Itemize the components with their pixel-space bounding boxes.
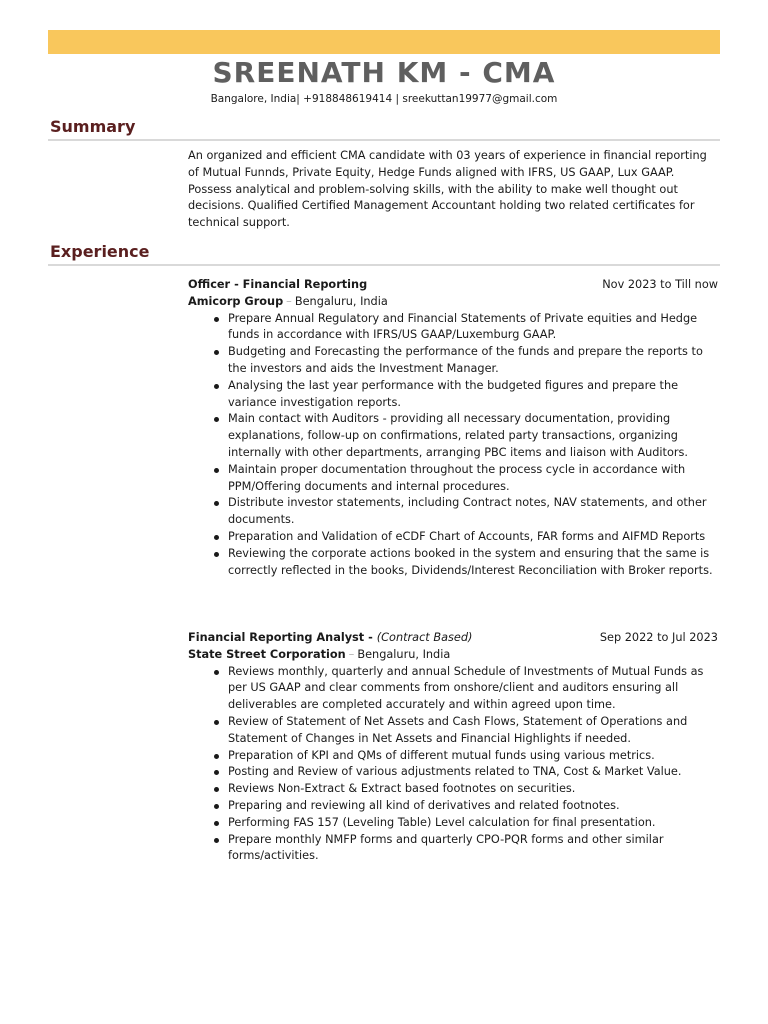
company-name: Amicorp Group (188, 294, 284, 308)
bullet-item: Review of Statement of Net Assets and Cash Flows, Statement of Operations and Statement of Changes in Net Assets and Financial Highlights if needed. (228, 714, 718, 748)
contact-line: Bangalore, India| +918848619414 | sreekuttan19977@gmail.com (210, 93, 558, 105)
separator: – (286, 294, 292, 308)
job-title: Financial Reporting Analyst - (Contract Based) (188, 631, 473, 644)
bullet-item: Prepare Annual Regulatory and Financial Statements of Private equities and Hedge funds in accordance with IFRS/US GAAP/Luxemburg GAAP. (228, 311, 718, 345)
company-name: State Street Corporation (188, 647, 346, 661)
separator: – (348, 647, 355, 661)
bullet-item: Posting and Review of various adjustments related to TNA, Cost & Market Value. (228, 764, 718, 781)
summary-divider (48, 139, 720, 141)
job-location: Bengaluru, India (294, 294, 388, 308)
job-dates: Nov 2023 to Till now (602, 278, 718, 291)
bullet-item: Preparation and Validation of eCDF Chart of Accounts, FAR forms and AIFMD Reports (228, 529, 718, 546)
job-bullets (188, 664, 718, 866)
bullet-item: Analysing the last year performance with the budgeted figures and prepare the variance investigation reports. (228, 378, 718, 412)
bullet-item: Main contact with Auditors - providing all necessary documentation, providing explanations, follow-up on confirmations, related party transactions, organizing internally with other departments, arranging PBC items and liaison with Auditors. (228, 411, 718, 461)
job-bullets (188, 311, 718, 580)
bullet-item: Prepare monthly NMFP forms and quarterly CPO-PQR forms and other similar forms/activities. (228, 832, 718, 866)
job-company-line (188, 294, 718, 311)
bullet-item: Budgeting and Forecasting the performance of the funds and prepare the reports to the investors and aids the Investment Manager. (228, 344, 718, 378)
bullet-item: Reviews monthly, quarterly and annual Schedule of Investments of Mutual Funds as per US GAAP and clear comments from onshore/client and auditors ensuring all deliverables are completed accurately and within agreed upon time. (228, 664, 718, 714)
bullet-item: Reviews Non-Extract & Extract based footnotes on securities. (228, 781, 718, 798)
experience-heading: Experience (50, 242, 150, 261)
bullet-item: Distribute investor statements, including Contract notes, NAV statements, and other documents. (228, 495, 718, 529)
bullet-item: Maintain proper documentation throughout the process cycle in accordance with PPM/Offering documents and internal procedures. (228, 462, 718, 496)
bullet-item: Reviewing the corporate actions booked in the system and ensuring that the same is correctly reflected in the books, Dividends/Interest Reconciliation with Broker reports. (228, 546, 718, 580)
bullet-item: Preparation of KPI and QMs of different mutual funds using various metrics. (228, 748, 718, 765)
header-accent-bar (48, 30, 720, 54)
job-location: Bengaluru, India (357, 647, 451, 661)
bullet-item: Preparing and reviewing all kind of derivatives and related footnotes. (228, 798, 718, 815)
bullet-item: Performing FAS 157 (Leveling Table) Level calculation for final presentation. (228, 815, 718, 832)
candidate-name: SREENATH KM - CMA (212, 56, 556, 89)
job-entry (188, 630, 718, 865)
job-company-line (188, 647, 718, 664)
experience-divider (48, 264, 720, 266)
job-entry (188, 277, 718, 579)
job-title: Officer - Financial Reporting (188, 278, 368, 291)
summary-text: An organized and efficient CMA candidate with 03 years of experience in financial reporting of Mutual Funnds, Private Equity, Hedge Funds aligned with IFRS, US GAAP, Lux GAAP. Possess analytical and problem-solving skills, with the ability to make well thought out decisions. Qualified Certified Management Accountant holding two related certificates for technical support. (188, 149, 707, 230)
job-dates: Sep 2022 to Jul 2023 (599, 631, 718, 644)
summary-heading: Summary (50, 117, 136, 136)
